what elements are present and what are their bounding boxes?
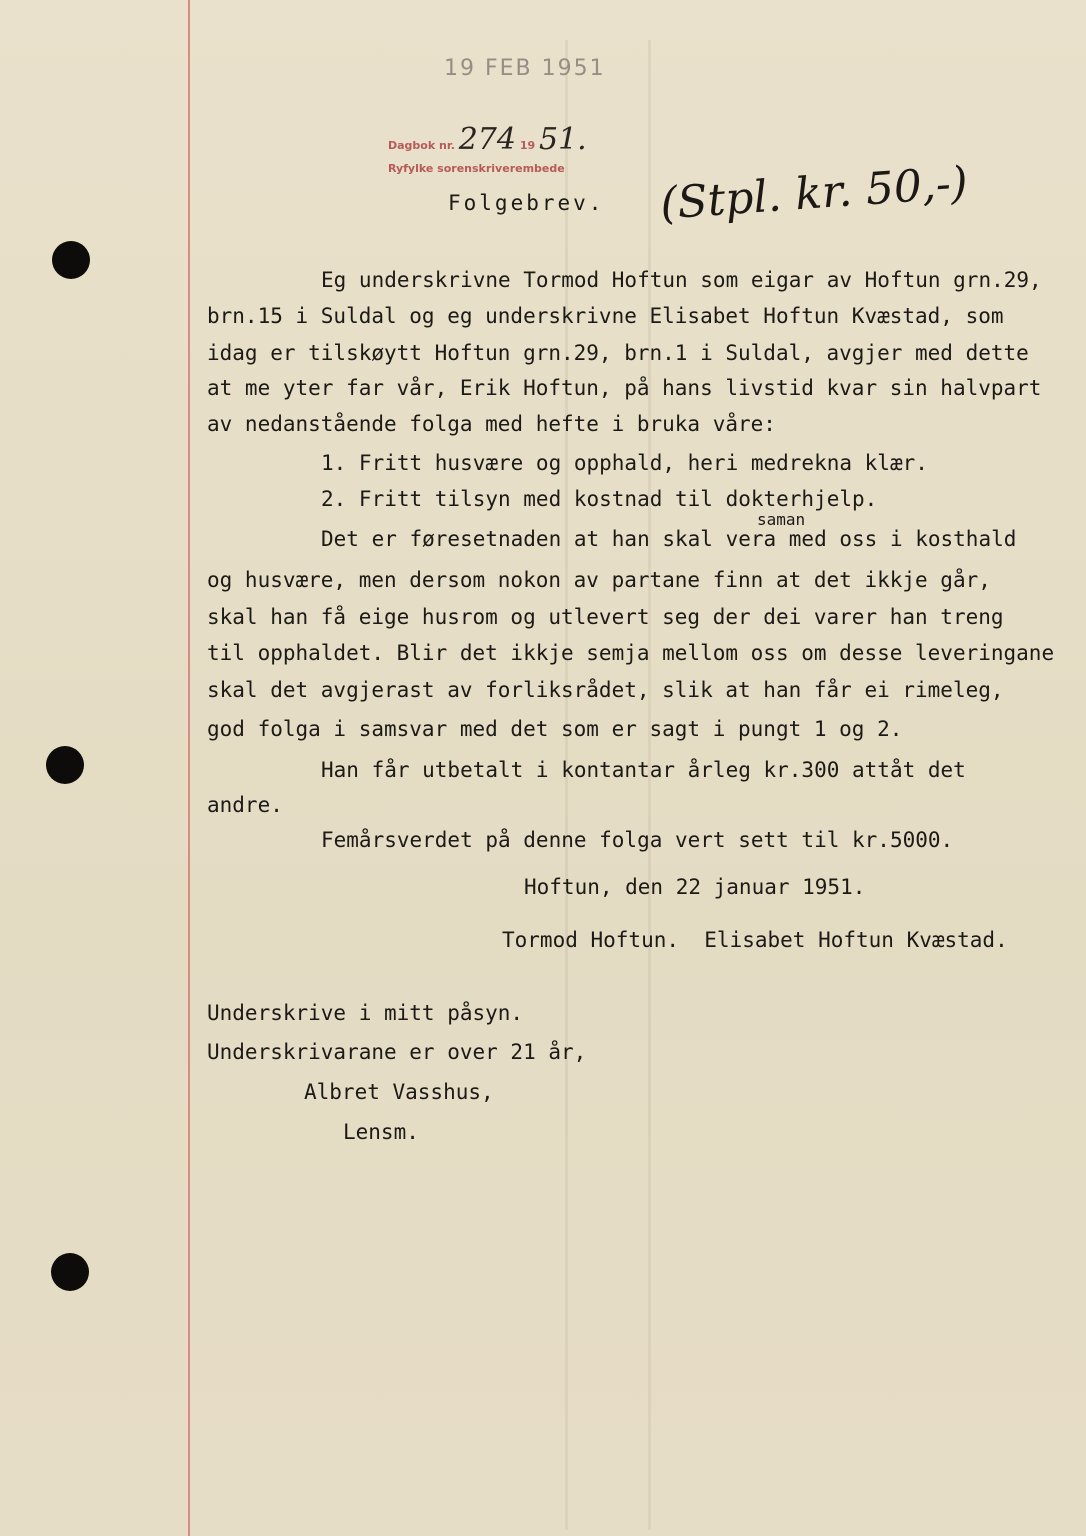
text-line: at me yter far vår, Erik Hoftun, på hans livstid kvar sin halvpart [207,376,1042,400]
text-line: brn.15 i Suldal og eg underskrivne Elisabet Hoftun Kvæstad, som [207,304,1004,328]
document-title: Folgebrev. [448,191,605,215]
signatures-line: Tormod Hoftun. Elisabet Hoftun Kvæstad. [502,928,1008,952]
dagbok-number: 274 [458,122,516,157]
punch-hole [51,1253,89,1291]
received-date-stamp: 19 FEB 1951 [444,56,606,81]
text-line: Det er føresetnaden at han skal vera med oss i kosthald [321,527,1017,551]
text-line: idag er tilskøytt Hoftun grn.29, brn.1 i Suldal, avgjer med dette [207,341,1029,365]
text-line: til opphaldet. Blir det ikkje semja mellom oss om desse leveringane [207,641,1055,665]
witness-title: Lensm. [343,1120,419,1144]
text-line: Han får utbetalt i kontantar årleg kr.300 attåt det [321,758,966,782]
text-line: god folga i samsvar med det som er sagt i pungt 1 og 2. [207,717,903,741]
handwritten-insertion: saman [757,510,806,529]
text-line: og husvære, men dersom nokon av partane finn at det ikkje går, [207,568,991,592]
dagbok-year: 51. [538,122,587,157]
text-line: Eg underskrivne Tormod Hoftun som eigar av Hoftun grn.29, [321,268,1042,292]
list-item: 2. Fritt tilsyn med kostnad til dokterhjelp. [321,487,878,511]
stamp-fee-note: (Stpl. kr. 50,-) [658,157,970,230]
text-line: Femårsverdet på denne folga vert sett til kr.5000. [321,828,954,852]
margin-line [188,0,190,1536]
text-line: skal det avgjerast av forliksrådet, slik at han får ei rimeleg, [207,678,1004,702]
witness-line: Underskrive i mitt påsyn. [207,1001,524,1025]
dagbok-stamp [388,122,587,175]
dagbok-label: Dagbok nr. [388,139,455,152]
text-line: andre. [207,793,283,817]
witness-name: Albret Vasshus, [304,1080,494,1104]
office-name: Ryfylke sorenskriverembede [388,162,565,175]
text-line: skal han få eige husrom og utlevert seg der dei varer han treng [207,605,1004,629]
punch-hole [52,241,90,279]
punch-hole [46,746,84,784]
text-line: av nedanstående folga med hefte i bruka våre: [207,412,776,436]
paper-watermark [565,40,651,1530]
dagbok-year-prefix: 19 [519,139,536,152]
witness-line: Underskrivarane er over 21 år, [207,1040,587,1064]
place-date-line: Hoftun, den 22 januar 1951. [524,875,866,899]
list-item: 1. Fritt husvære og opphald, heri medrekna klær. [321,451,928,475]
